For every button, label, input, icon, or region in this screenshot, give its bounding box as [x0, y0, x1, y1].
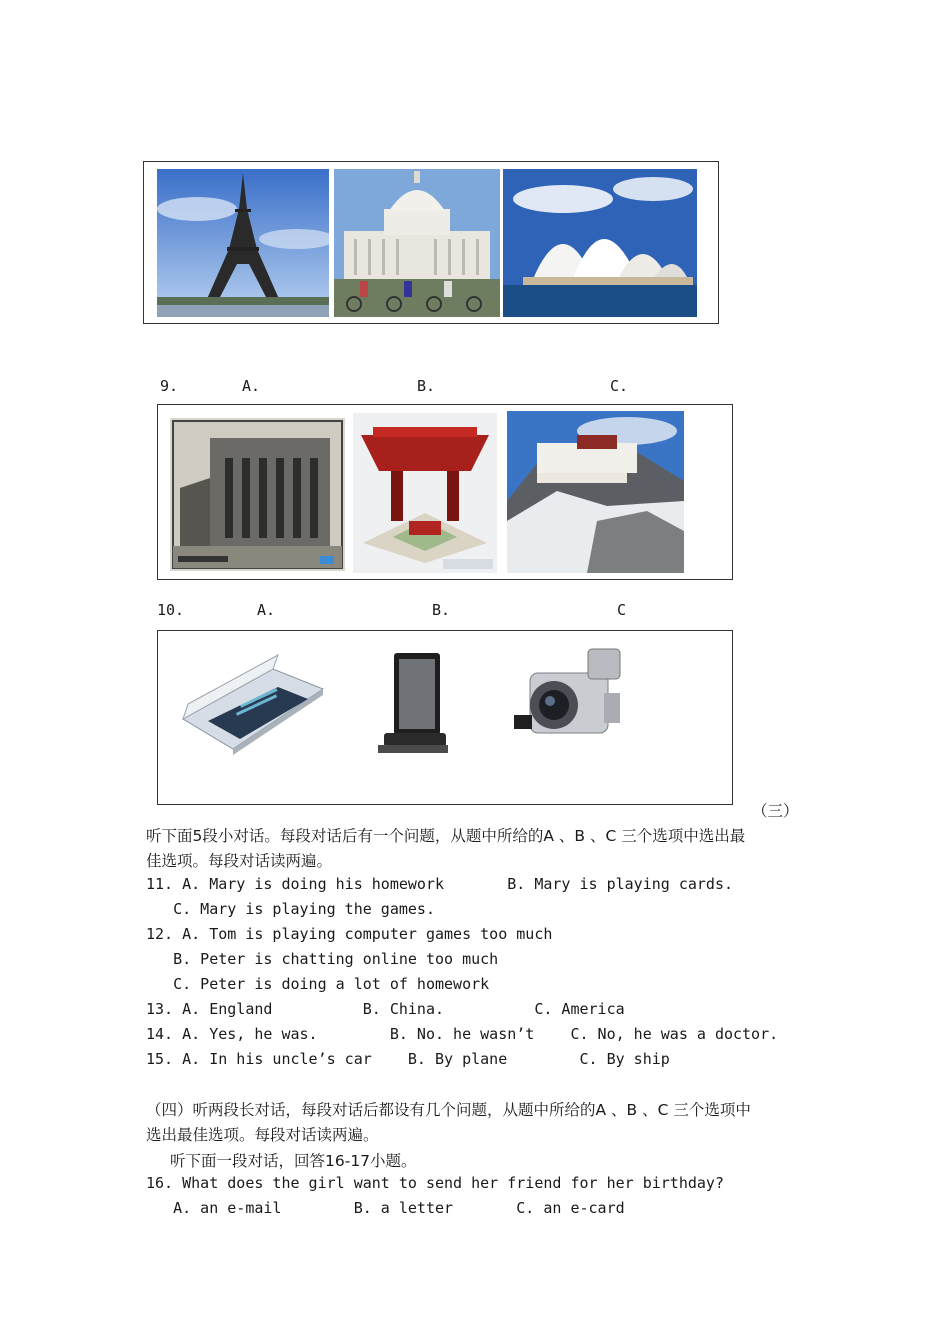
picture-frame-q10 [157, 630, 733, 805]
q10-option-a: A. [257, 601, 276, 619]
video-camera-image [508, 643, 633, 758]
section-4-intro-line1: （四）听两段长对话，每段对话后都设有几个问题，从题中所给的A 、B 、C 三个选项中 [146, 1101, 751, 1119]
section-3-intro-line2: 佳选项。每段对话读两遍。 [146, 852, 333, 870]
q12-line3: C. Peter is doing a lot of homework [146, 975, 490, 993]
us-capitol-image [334, 169, 500, 317]
tablet-on-stand-image [372, 647, 452, 759]
sydney-opera-house-image [503, 169, 697, 317]
section-3-tag: （三） [752, 802, 799, 820]
potala-palace-image [507, 411, 684, 573]
eiffel-tower-image [157, 169, 329, 317]
q12-line2: B. Peter is chatting online too much [146, 950, 499, 968]
q12-line1: 12. A. Tom is playing computer games too much [146, 925, 553, 943]
q10-option-c: C [617, 601, 627, 619]
q9-option-b: B. [417, 377, 436, 395]
q11-line2: C. Mary is playing the games. [146, 900, 435, 918]
q14-line: 14. A. Yes, he was. B. No. he wasn’t C. No, he was a doctor. [146, 1025, 779, 1043]
q11-line1: 11. A. Mary is doing his homework B. Mary is playing cards. [146, 875, 733, 893]
picture-frame-row1 [143, 161, 719, 324]
scanner-image [178, 649, 328, 769]
great-hall-image [170, 418, 345, 571]
q16-options: A. an e-mail B. a letter C. an e-card [146, 1199, 625, 1217]
q9-option-a: A. [242, 377, 261, 395]
q10-number: 10. [157, 601, 185, 619]
q9-option-c: C. [610, 377, 629, 395]
q10-option-b: B. [432, 601, 451, 619]
q9-number: 9. [160, 377, 179, 395]
section-3-intro-line1: 听下面5段小对话。每段对话后有一个问题，从题中所给的A 、B 、C 三个选项中选出最 [146, 827, 746, 845]
q16-question: 16. What does the girl want to send her friend for her birthday? [146, 1174, 724, 1192]
q15-line: 15. A. In his uncle’s car B. By plane C. By ship [146, 1050, 670, 1068]
q13-line: 13. A. England B. China. C. America [146, 1000, 625, 1018]
china-pavilion-image [353, 413, 497, 573]
picture-frame-q9 [157, 404, 733, 580]
section-4-intro-line2: 选出最佳选项。每段对话读两遍。 [146, 1126, 379, 1144]
section-4-sub-instruction: 听下面一段对话，回答16-17小题。 [170, 1152, 417, 1170]
